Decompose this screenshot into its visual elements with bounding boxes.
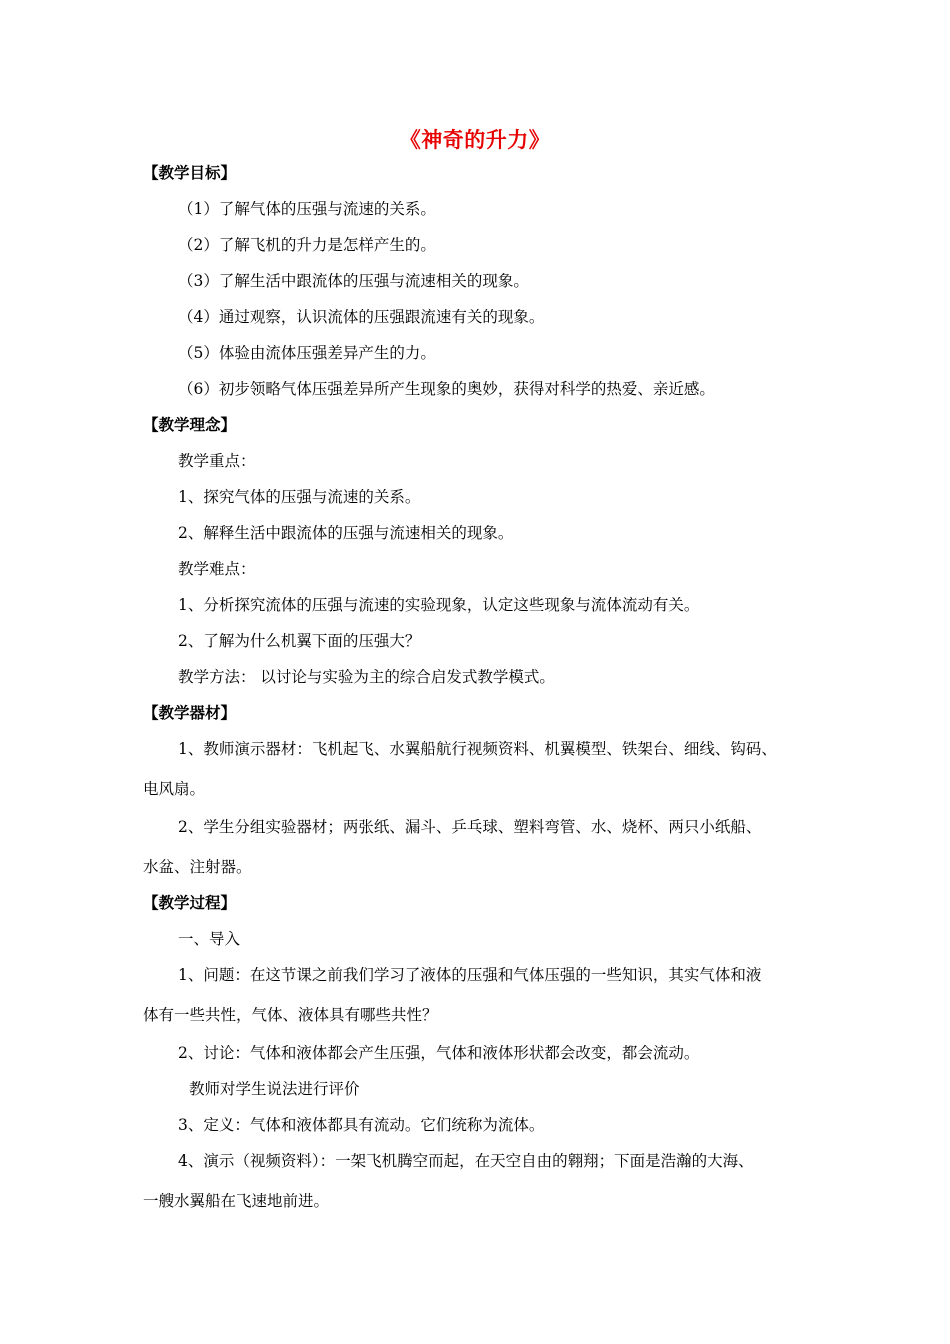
key-points-label: 教学重点： — [178, 452, 256, 470]
objective-item: （2）了解飞机的升力是怎样产生的。 — [178, 236, 436, 254]
objective-item: （6）初步领略气体压强差异所产生现象的奥妙，获得对科学的热爱、亲近感。 — [178, 380, 715, 398]
difficult-points-label: 教学难点： — [178, 560, 256, 578]
objective-item: （5）体验由流体压强差异产生的力。 — [178, 344, 436, 362]
process-definition: 3、定义：气体和液体都具有流动。它们统称为流体。 — [178, 1116, 545, 1134]
teacher-equipment-cont: 电风扇。 — [143, 780, 206, 798]
key-point-item: 2、解释生活中跟流体的压强与流速相关的现象。 — [178, 524, 514, 542]
teaching-method: 教学方法： 以讨论与实验为主的综合启发式教学模式。 — [178, 668, 555, 686]
key-point-item: 1、探究气体的压强与流速的关系。 — [178, 488, 421, 506]
equipment-heading: 【教学器材】 — [143, 704, 237, 722]
objective-item: （1）了解气体的压强与流速的关系。 — [178, 200, 436, 218]
difficult-point-item: 2、了解为什么机翼下面的压强大？ — [178, 632, 421, 650]
difficult-point-item: 1、分析探究流体的压强与流速的实验现象，认定这些现象与流体流动有关。 — [178, 596, 700, 614]
student-equipment-cont: 水盆、注射器。 — [143, 858, 252, 876]
process-discussion: 2、讨论：气体和液体都会产生压强，气体和液体形状都会改变，都会流动。 — [178, 1044, 700, 1062]
student-equipment: 2、学生分组实验器材；两张纸、漏斗、乒乓球、塑料弯管、水、烧杯、两只小纸船、 — [178, 818, 762, 836]
process-question-cont: 体有一些共性，气体、液体具有哪些共性？ — [143, 1006, 438, 1024]
objectives-heading: 【教学目标】 — [143, 164, 237, 182]
objective-item: （3）了解生活中跟流体的压强与流速相关的现象。 — [178, 272, 529, 290]
process-heading: 【教学过程】 — [143, 894, 237, 912]
process-demo-cont: 一艘水翼船在飞速地前进。 — [143, 1192, 330, 1210]
teacher-equipment: 1、教师演示器材：飞机起飞、水翼船航行视频资料、机翼模型、铁架台、细线、钩码、 — [178, 740, 777, 758]
process-section-intro: 一、导入 — [178, 930, 241, 948]
document-title: 《神奇的升力》 — [399, 127, 551, 152]
process-evaluation: 教师对学生说法进行评价 — [189, 1080, 360, 1098]
process-demo: 4、演示（视频资料）：一架飞机腾空而起，在天空自由的翱翔；下面是浩瀚的大海、 — [178, 1152, 754, 1170]
concept-heading: 【教学理念】 — [143, 416, 237, 434]
objective-item: （4）通过观察，认识流体的压强跟流速有关的现象。 — [178, 308, 545, 326]
process-question: 1、问题：在这节课之前我们学习了液体的压强和气体压强的一些知识，其实气体和液 — [178, 966, 762, 984]
